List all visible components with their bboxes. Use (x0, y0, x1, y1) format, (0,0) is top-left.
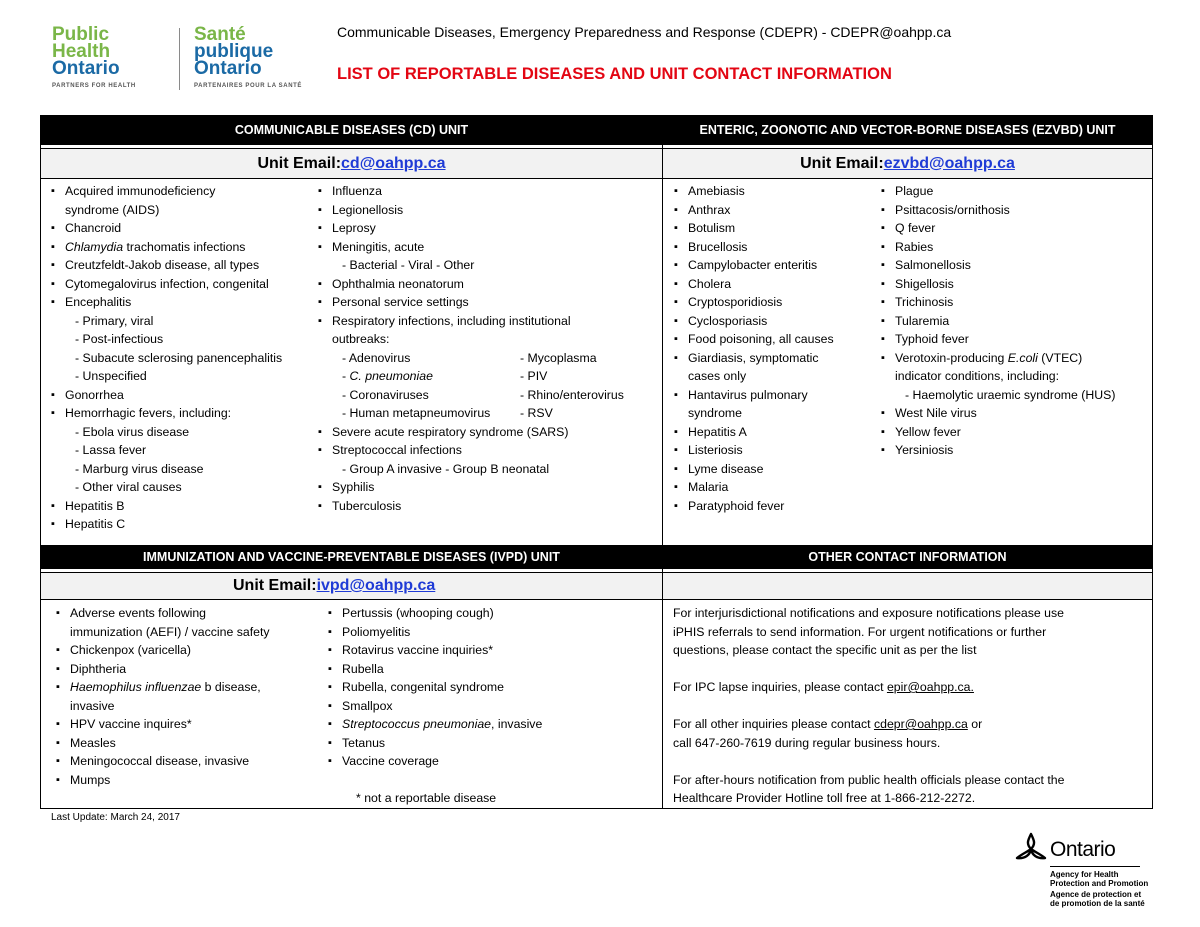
item-text: Rubella, congenital syndrome (342, 680, 505, 694)
item-text: Meningococcal disease, invasive (70, 754, 250, 768)
list-item (56, 660, 270, 679)
list-item (674, 182, 834, 201)
info-line: For after-hours notification from public health officials please contact the (673, 772, 1065, 787)
cdepr-email-link[interactable]: cdepr@oahpp.ca (873, 717, 968, 731)
last-update: Last Update: March 24, 2017 (51, 812, 180, 823)
agency-line: Agence de protection et (1050, 890, 1142, 899)
item-text-right: - RSV (520, 406, 553, 420)
agency-line: Protection and Promotion (1050, 879, 1149, 888)
trillium-icon (1014, 832, 1048, 866)
item-text: Hantavirus pulmonary (688, 387, 808, 402)
other-contact-heading: OTHER CONTACT INFORMATION (663, 545, 1152, 569)
item-text: Yellow fever (895, 424, 961, 439)
list-item (318, 256, 624, 275)
list-item (56, 641, 270, 660)
item-text: - Primary, viral (75, 313, 154, 328)
agency-line: de promotion de la santé (1050, 899, 1145, 908)
item-text: Trichinosis (895, 295, 954, 309)
item-text: HPV vaccine inquires* (70, 717, 192, 731)
item-text: Q fever (895, 221, 936, 235)
item-text: Mumps (70, 772, 111, 787)
list-item (318, 404, 624, 423)
item-text: Shigellosis (895, 276, 954, 291)
list-item (674, 460, 834, 479)
list-item (51, 386, 282, 405)
item-text: Psittacosis/ornithosis (895, 202, 1010, 217)
item-text: Rabies (895, 239, 934, 254)
list-item (328, 623, 542, 642)
list-item (51, 293, 282, 312)
logo-tagline: PARTNERS FOR HEALTH (52, 83, 136, 89)
list-item (51, 478, 282, 497)
logo-word: Santé (194, 24, 246, 45)
item-text: Giardiasis, symptomatic (688, 350, 819, 365)
item-text-right: - Rhino/enterovirus (520, 387, 624, 402)
cd-unit-heading: COMMUNICABLE DISEASES (CD) UNIT (41, 115, 662, 145)
item-text: Cholera (688, 276, 732, 291)
item-text: syndrome (AIDS) (65, 202, 160, 217)
agency-name-en (1050, 870, 1148, 888)
item-text: Personal service settings (332, 295, 469, 309)
logo-tagline: PARTENAIRES POUR LA SANTÉ (194, 83, 303, 89)
item-text: West Nile virus (895, 406, 977, 420)
item-text: Streptococcal infections (332, 443, 462, 457)
item-text: Creutzfeldt-Jakob disease, all types (65, 258, 260, 272)
list-item (881, 367, 1115, 386)
cd-email-row (41, 148, 662, 179)
list-item (51, 312, 282, 331)
list-item (328, 678, 542, 697)
info-line (673, 678, 1064, 697)
ezvbd-email-row (663, 148, 1152, 179)
list-item (674, 201, 834, 220)
ontario-wordmark: Ontario (1050, 838, 1116, 861)
item-text: - Coronaviruses (342, 387, 429, 402)
list-item (56, 697, 270, 716)
list-item (881, 275, 1115, 294)
item-text: Streptococcus pneumoniae (342, 717, 492, 731)
header-contact-line: Communicable Diseases, Emergency Preparedness and Response (CDEPR) - CDEPR@oahpp.ca (337, 24, 952, 40)
logo-word: Ontario (52, 58, 120, 79)
item-text: syndrome (688, 406, 742, 420)
list-item (881, 349, 1115, 368)
list-item (51, 515, 282, 534)
list-item (674, 367, 834, 386)
list-item (318, 423, 624, 442)
list-item (674, 238, 834, 257)
list-item (318, 441, 624, 460)
ontario-trillium-logo (1014, 826, 1149, 908)
item-text: Cyclosporiasis (688, 313, 768, 328)
list-item (328, 771, 542, 790)
list-item (56, 623, 270, 642)
list-item (881, 386, 1115, 405)
item-text: cases only (688, 369, 747, 383)
item-text: Campylobacter enteritis (688, 258, 818, 272)
list-item (318, 330, 624, 349)
item-text: - Group A invasive - Group B neonatal (342, 461, 550, 476)
item-text: Gonorrhea (65, 387, 124, 402)
logo-word: Public (52, 24, 110, 45)
list-item (674, 256, 834, 275)
list-item (674, 478, 834, 497)
item-text: Encephalitis (65, 295, 132, 309)
item-text: - Lassa fever (75, 443, 147, 457)
list-item (318, 219, 624, 238)
item-text: Tetanus (342, 735, 386, 750)
cd-disease-list-right (318, 182, 624, 515)
item-text: Lyme disease (688, 461, 764, 476)
list-item (328, 660, 542, 679)
ezvbd-disease-list-right (881, 182, 1115, 460)
list-item (56, 678, 270, 697)
info-line (673, 715, 1064, 734)
item-text: Chlamydia (65, 239, 124, 254)
item-text: Hepatitis B (65, 498, 125, 513)
item-text: - Adenovirus (342, 350, 411, 365)
list-item (51, 441, 282, 460)
list-item (318, 293, 624, 312)
item-text-rest: (VTEC) (1037, 350, 1083, 365)
item-text: Tularemia (895, 313, 950, 328)
item-text: Chickenpox (varicella) (70, 643, 191, 657)
item-text: - Haemolytic uraemic syndrome (HUS) (905, 387, 1116, 402)
table-divider (662, 115, 663, 809)
item-text: Rotavirus vaccine inquiries* (342, 643, 494, 657)
item-text: Plague (895, 184, 934, 198)
item-text: outbreaks: (332, 332, 390, 346)
list-item (674, 497, 834, 516)
list-item (51, 460, 282, 479)
list-item (56, 734, 270, 753)
item-text: Amebiasis (688, 184, 745, 198)
item-text: Chancroid (65, 221, 122, 235)
public-health-ontario-logo (52, 26, 314, 92)
table-border-bottom (40, 808, 1153, 809)
item-text: Hemorrhagic fevers, including: (65, 406, 232, 420)
list-item (881, 201, 1115, 220)
item-text: - C. pneumoniae (342, 369, 433, 383)
list-item (318, 238, 624, 257)
item-text: Hepatitis C (65, 517, 126, 531)
item-text: Malaria (688, 480, 729, 494)
item-text: Respiratory infections, including institutional (332, 313, 571, 328)
list-item (881, 256, 1115, 275)
item-text: Tuberculosis (332, 498, 402, 513)
list-item (318, 497, 624, 516)
list-item (674, 441, 834, 460)
list-item (881, 404, 1115, 423)
item-text: Hepatitis A (688, 424, 747, 439)
item-text-rest: , invasive (491, 717, 543, 731)
item-text: Smallpox (342, 698, 393, 713)
list-item (881, 238, 1115, 257)
item-text: Adverse events following (70, 606, 207, 620)
item-text: Verotoxin-producing (895, 350, 1008, 365)
item-text: Salmonellosis (895, 258, 971, 272)
list-item (674, 293, 834, 312)
ezvbd-unit-heading: ENTERIC, ZOONOTIC AND VECTOR-BORNE DISEASES (EZVBD) UNIT (663, 115, 1152, 145)
item-text: Legionellosis (332, 202, 404, 217)
item-text: - Subacute sclerosing panencephalitis (75, 350, 283, 365)
info-line: call 647-260-7619 during regular business hours. (673, 735, 941, 750)
item-text-rest: trachomatis infections (123, 239, 246, 254)
unit-email-label: Unit Email: (800, 154, 884, 172)
list-item (674, 330, 834, 349)
item-text: Pertussis (whooping cough) (342, 606, 494, 620)
list-item (328, 641, 542, 660)
list-item (51, 423, 282, 442)
item-text: Syphilis (332, 480, 375, 494)
item-text: Measles (70, 735, 116, 750)
item-text: Cryptosporidiosis (688, 295, 783, 309)
cd-disease-list-left (51, 182, 282, 534)
item-text: Diphtheria (70, 661, 127, 676)
page-title: LIST OF REPORTABLE DISEASES AND UNIT CONTACT INFORMATION (337, 65, 892, 83)
item-text: - Other viral causes (75, 480, 182, 494)
list-item (881, 423, 1115, 442)
list-item (51, 219, 282, 238)
item-text: - Unspecified (75, 369, 147, 383)
list-item (51, 256, 282, 275)
item-text: Typhoid fever (895, 332, 969, 346)
ezvbd-disease-list-left (674, 182, 834, 515)
ezvbd-email-link[interactable]: ezvbd@oahpp.ca (883, 154, 1015, 172)
logo-word: Ontario (194, 58, 262, 79)
list-item (318, 182, 624, 201)
unit-email-label: Unit Email: (257, 154, 342, 172)
item-text-italic: E.coli (1007, 350, 1038, 365)
list-item (328, 752, 542, 771)
item-text: Rubella (342, 661, 384, 676)
list-item (318, 275, 624, 294)
logo-rule (1050, 866, 1140, 867)
list-item (318, 478, 624, 497)
list-item (674, 219, 834, 238)
other-empty-row (663, 572, 1152, 600)
item-text: indicator conditions, including: (895, 369, 1060, 383)
list-item (318, 312, 624, 331)
item-text: Paratyphoid fever (688, 498, 785, 513)
item-text: Vaccine coverage (342, 754, 439, 768)
item-text: - Human metapneumovirus (342, 406, 491, 420)
list-item (674, 423, 834, 442)
item-text: - Marburg virus disease (75, 461, 204, 476)
agency-name-fr (1050, 890, 1145, 908)
info-line: For interjurisdictional notifications and exposure notifications please use (673, 606, 1064, 620)
item-text: Listeriosis (688, 443, 743, 457)
list-item (51, 367, 282, 386)
list-item (328, 697, 542, 716)
logo-divider (179, 28, 180, 90)
item-text: - Post-infectious (75, 332, 164, 346)
agency-line: Agency for Health (1050, 870, 1119, 879)
list-item (674, 275, 834, 294)
list-item (881, 182, 1115, 201)
list-item (318, 349, 624, 368)
list-item (881, 312, 1115, 331)
item-text: Brucellosis (688, 239, 748, 254)
list-item (674, 386, 834, 405)
item-text: Anthrax (688, 202, 731, 217)
item-text: * not a reportable disease (356, 791, 497, 805)
list-item (881, 293, 1115, 312)
item-text-right: - Mycoplasma (520, 350, 597, 365)
list-item (674, 312, 834, 331)
list-item (51, 330, 282, 349)
list-item (881, 219, 1115, 238)
unit-email-label: Unit Email: (233, 577, 317, 594)
list-item (674, 404, 834, 423)
list-item (51, 404, 282, 423)
item-text: Ophthalmia neonatorum (332, 276, 464, 291)
info-text: or (967, 717, 983, 731)
cd-email-link[interactable]: cd@oahpp.ca (341, 154, 446, 172)
item-text: Acquired immunodeficiency (65, 184, 216, 198)
list-item (328, 734, 542, 753)
list-item (318, 201, 624, 220)
list-item (881, 441, 1115, 460)
list-item (51, 349, 282, 368)
info-line: questions, please contact the specific unit as per the list (673, 643, 977, 657)
table-border-right (1152, 115, 1153, 809)
item-text: Influenza (332, 184, 382, 198)
item-text: - Bacterial - Viral - Other (342, 258, 475, 272)
list-item (56, 604, 270, 623)
logo-english (52, 26, 170, 89)
item-text-rest: b disease, (201, 680, 261, 694)
logo-french (194, 26, 319, 89)
logo-word: publique (194, 41, 274, 62)
item-text: Severe acute respiratory syndrome (SARS) (332, 424, 569, 439)
list-item (51, 497, 282, 516)
list-item (51, 201, 282, 220)
ivpd-disease-list-left (56, 604, 270, 789)
item-text: Botulism (688, 221, 736, 235)
list-item (318, 386, 624, 405)
info-text: For all other inquiries please contact (673, 717, 874, 731)
list-item (56, 715, 270, 734)
ivpd-unit-heading: IMMUNIZATION AND VACCINE-PREVENTABLE DISEASES (IVPD) UNIT (41, 545, 662, 569)
item-text: - Ebola virus disease (75, 424, 190, 439)
logo-word: Health (52, 41, 111, 62)
item-text: Leprosy (332, 221, 376, 235)
list-item (674, 349, 834, 368)
item-text: Meningitis, acute (332, 239, 425, 254)
list-item (51, 182, 282, 201)
list-item (328, 604, 542, 623)
list-item (56, 752, 270, 771)
other-contact-info (673, 604, 1064, 808)
item-text: Haemophilus influenzae (70, 680, 202, 694)
list-item (328, 715, 542, 734)
item-text: Yersiniosis (895, 443, 954, 457)
info-line: Healthcare Provider Hotline toll free at 1-866-212-2272. (673, 791, 976, 805)
item-text: immunization (AEFI) / vaccine safety (70, 624, 270, 639)
list-item (318, 367, 624, 386)
table-border-left (40, 115, 41, 809)
item-text: Cytomegalovirus infection, congenital (65, 276, 269, 291)
ivpd-email-row (41, 572, 662, 600)
info-line: iPHIS referrals to send information. For urgent notifications or further (673, 624, 1047, 639)
ivpd-email-link[interactable]: ivpd@oahpp.ca (316, 577, 436, 594)
list-item (56, 771, 270, 790)
item-text: invasive (70, 698, 115, 713)
list-item (328, 789, 542, 808)
item-text-right: - PIV (520, 369, 548, 383)
list-item (881, 330, 1115, 349)
list-item (51, 238, 282, 257)
epir-email-link[interactable]: epir@oahpp.ca. (886, 680, 974, 694)
list-item (51, 275, 282, 294)
item-text: Poliomyelitis (342, 624, 411, 639)
ivpd-disease-list-right (328, 604, 542, 808)
list-item (318, 460, 624, 479)
item-text: Food poisoning, all causes (688, 332, 834, 346)
info-text: For IPC lapse inquiries, please contact (673, 680, 887, 694)
